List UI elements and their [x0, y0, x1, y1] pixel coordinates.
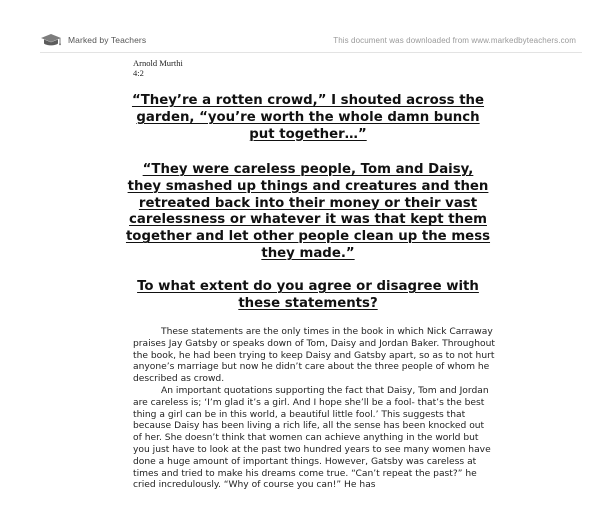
author-block — [133, 58, 183, 78]
header-divider — [40, 52, 582, 53]
author-class: 4:2 — [133, 68, 144, 78]
brand[interactable] — [40, 33, 146, 47]
author-name: Arnold Murthi — [133, 58, 183, 68]
essay-question: To what extent do you agree or disagree with these statements? — [137, 279, 479, 311]
download-notice: This document was downloaded from www.markedbyteachers.com — [333, 36, 576, 45]
page-header — [0, 0, 612, 56]
mortarboard-icon — [40, 33, 64, 47]
essay-body — [133, 327, 495, 492]
quote-heading-1: “They’re a rotten crowd,” I shouted across the garden, “you’re worth the whole damn bunch put together…” — [131, 93, 485, 142]
quote-heading-2: “They were careless people, Tom and Daisy, they smashed up things and creatures and then retreated back into their money or their vast carelessness or whatever it was that kept them together and let other people clean up the mess they made.” — [125, 162, 491, 261]
body-paragraph: An important quotations supporting the fact that Daisy, Tom and Jordan are careless is; ‘I’m glad it’s a girl. And I hope she’ll be a fool- that’s the best thing a girl can be in this world, a beautiful little fool.’ This suggests that because Daisy has been living a rich life, all the sense has been knocked out of her. She doesn’t think that women can achieve anything in the world but you just have to look at the past two hundred years to see many women have done a huge amount of important things. However, Gatsby was careless at times and tried to make his dreams come true. “Can’t repeat the past?” he cried incredulously. “Why of course you can!” He has — [133, 385, 491, 491]
brand-name: Marked by Teachers — [68, 35, 147, 45]
body-paragraph: These statements are the only times in the book in which Nick Carraway praises Jay Gatsby or speaks down of Tom, Daisy and Jordan Baker. Throughout the book, he had been trying to keep Daisy and Gatsby apart, so as to not hurt anyone’s marriage but now he didn’t care about the three people of whom he described as crowd. — [133, 327, 495, 385]
